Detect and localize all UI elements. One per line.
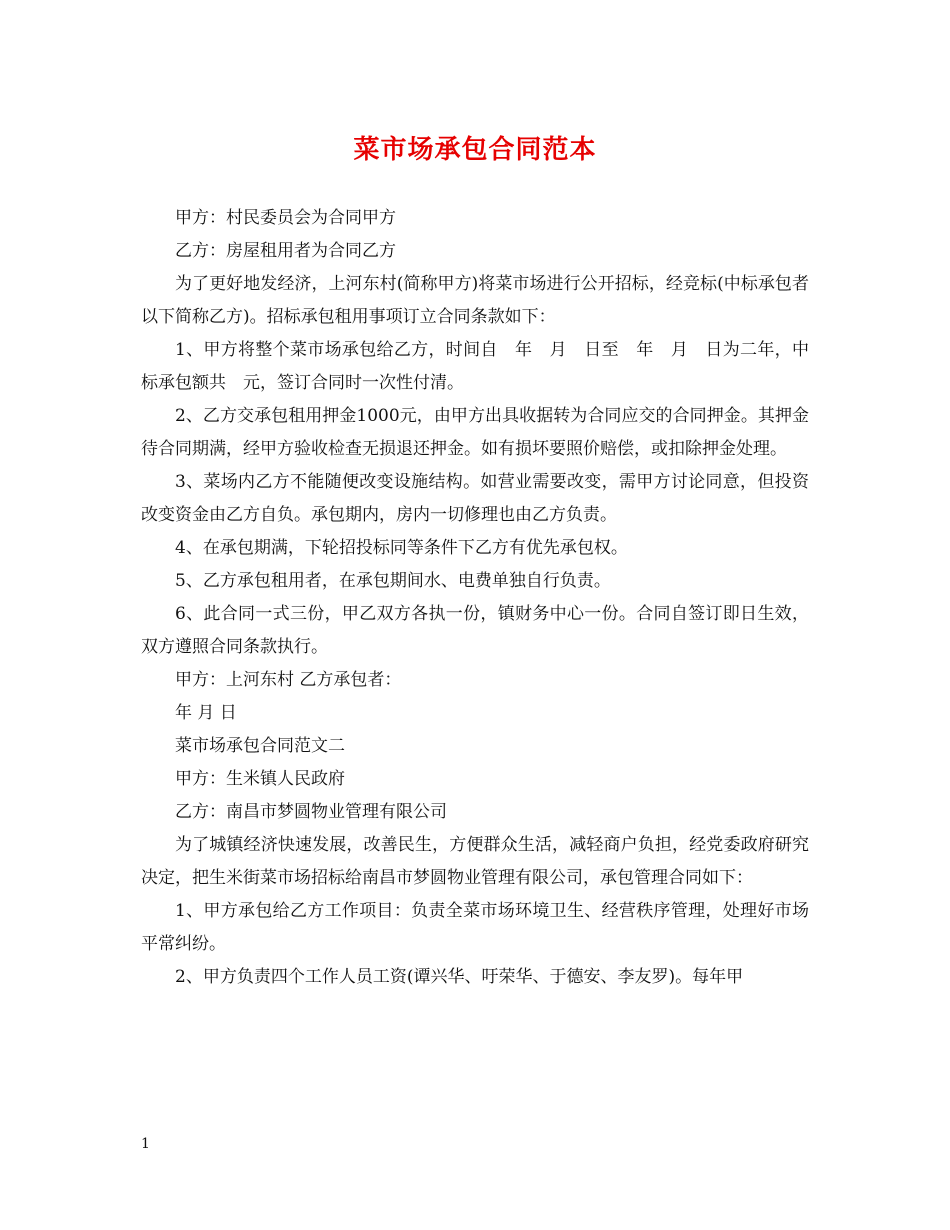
- paragraph: 甲方：生米镇人民政府: [175, 769, 345, 789]
- paragraph: 菜市场承包合同范文二: [175, 736, 345, 756]
- page-number: 1: [141, 1136, 150, 1152]
- paragraph: 2、甲方负责四个工作人员工资(谭兴华、吁荣华、于德安、李友罗)。每年甲: [175, 967, 744, 987]
- paragraph: 2、乙方交承包租用押金1000元，由甲方出具收据转为合同应交的合同押金。其押金待合同期满，经甲方验收检查无损退还押金。如有损坏要照价赔偿，或扣除押金处理。: [141, 406, 809, 459]
- paragraph: 1、甲方承包给乙方工作项目：负责全菜市场环境卫生、经营秩序管理，处理好市场平常纠纷。: [141, 901, 809, 954]
- paragraph: 1、甲方将整个菜市场承包给乙方，时间自 年 月 日至 年 月 日为二年，中标承包额共 元，签订合同时一次性付清。: [141, 340, 809, 393]
- paragraph: 甲方：村民委员会为合同甲方: [175, 208, 396, 228]
- paragraph: 4、在承包期满，下轮招投标同等条件下乙方有优先承包权。: [175, 538, 628, 558]
- paragraph: 为了城镇经济快速发展，改善民生，方便群众生活，减轻商户负担，经党委政府研究决定，把生米街菜市场招标给南昌市梦圆物业管理有限公司，承包管理合同如下：: [141, 835, 809, 888]
- paragraph: 乙方：房屋租用者为合同乙方: [175, 241, 396, 261]
- paragraph: 甲方：上河东村 乙方承包者：: [175, 670, 402, 690]
- paragraph: 年 月 日: [175, 703, 237, 723]
- paragraph: 为了更好地发经济，上河东村(简称甲方)将菜市场进行公开招标，经竞标(中标承包者以下简称乙方)。招标承包租用事项订立合同条款如下：: [141, 274, 809, 327]
- paragraph: 5、乙方承包租用者，在承包期间水、电费单独自行负责。: [175, 571, 611, 591]
- paragraph: 乙方：南昌市梦圆物业管理有限公司: [175, 802, 447, 822]
- paragraph: 3、菜场内乙方不能随便改变设施结构。如营业需要改变，需甲方讨论同意，但投资改变资金由乙方自负。承包期内，房内一切修理也由乙方负责。: [141, 472, 809, 525]
- document-body: [141, 202, 809, 994]
- document-title: 菜市场承包合同范本: [353, 135, 597, 165]
- paragraph: 6、此合同一式三份，甲乙双方各执一份，镇财务中心一份。合同自签订即日生效，双方遵照合同条款执行。: [141, 604, 809, 657]
